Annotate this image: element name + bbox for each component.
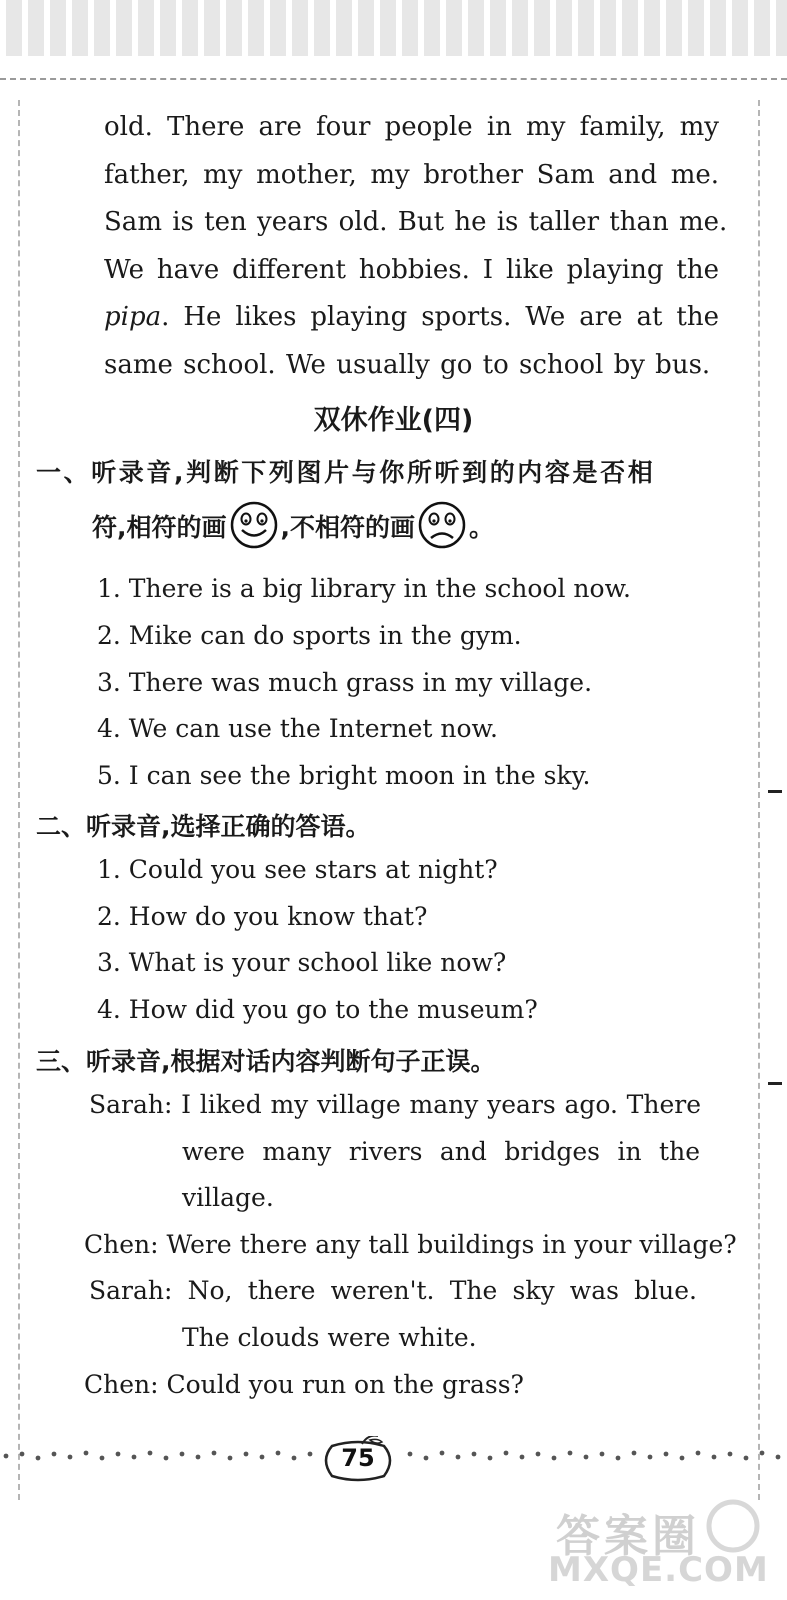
- dialog-line: Chen: Could you run on the grass?: [84, 1370, 524, 1399]
- part1-heading-text: 。: [469, 513, 495, 542]
- dialog-line: Sarah: No, there weren't. The sky was blue.: [89, 1276, 697, 1305]
- dialog-line: Chen: Were there any tall buildings in your village?: [84, 1230, 737, 1259]
- passage: [104, 104, 728, 389]
- dialog-line: Sarah: I liked my village many years ago. There: [89, 1090, 701, 1119]
- left-margin-rule: [18, 100, 20, 1500]
- passage-line-rest: . He likes playing sports. We are at the: [161, 302, 719, 332]
- pipa-word: pipa: [104, 302, 162, 332]
- section-title: 双休作业(四): [313, 405, 474, 436]
- list-item: 1. There is a big library in the school now.: [97, 574, 631, 603]
- watermark-text-en: MXQE.COM: [548, 1550, 769, 1590]
- smiley-face-icon: [229, 500, 279, 550]
- list-item: 4. We can use the Internet now.: [97, 714, 498, 743]
- list-item: 5. I can see the bright moon in the sky.: [97, 761, 591, 790]
- part1-heading-text: 符,相符的画: [92, 513, 227, 542]
- list-item: 3. What is your school like now?: [97, 948, 507, 977]
- passage-line: [104, 294, 719, 342]
- edge-mark: [768, 790, 782, 793]
- list-item: 2. Mike can do sports in the gym.: [97, 621, 522, 650]
- part1-heading: 一、听录音,判断下列图片与你所听到的内容是否相: [36, 458, 656, 487]
- edge-mark: [768, 1082, 782, 1085]
- passage-line: We have different hobbies. I like playing the: [104, 254, 719, 285]
- passage-line: same school. We usually go to school by bus.: [104, 349, 711, 380]
- list-item: 3. There was much grass in my village.: [97, 668, 593, 697]
- header-divider: [0, 78, 787, 80]
- right-margin-rule: [758, 100, 760, 1500]
- dialog-line: The clouds were white.: [182, 1323, 477, 1352]
- passage-line: old. There are four people in my family, my: [104, 112, 719, 142]
- part1-heading-text: ,不相符的画: [280, 513, 415, 542]
- passage-line: father, my mother, my brother Sam and me.: [104, 159, 719, 190]
- watermark-text-cn: 答案圈: [556, 1511, 700, 1562]
- part3-heading: 三、听录音,根据对话内容判断句子正误。: [36, 1047, 496, 1076]
- header-decoration: [0, 0, 787, 70]
- sad-face-icon: [417, 500, 467, 550]
- part2-heading: 二、听录音,选择正确的答语。: [36, 812, 371, 841]
- list-item: 4. How did you go to the museum?: [97, 995, 538, 1024]
- page-number: 75: [341, 1444, 375, 1472]
- passage-line: Sam is ten years old. But he is taller than me.: [104, 207, 728, 237]
- list-item: 2. How do you know that?: [97, 902, 428, 931]
- list-item: 1. Could you see stars at night?: [97, 855, 498, 884]
- dialog-line: village.: [182, 1183, 274, 1212]
- dialog-line: were many rivers and bridges in the: [182, 1137, 700, 1166]
- part1-heading-line2: [92, 508, 494, 550]
